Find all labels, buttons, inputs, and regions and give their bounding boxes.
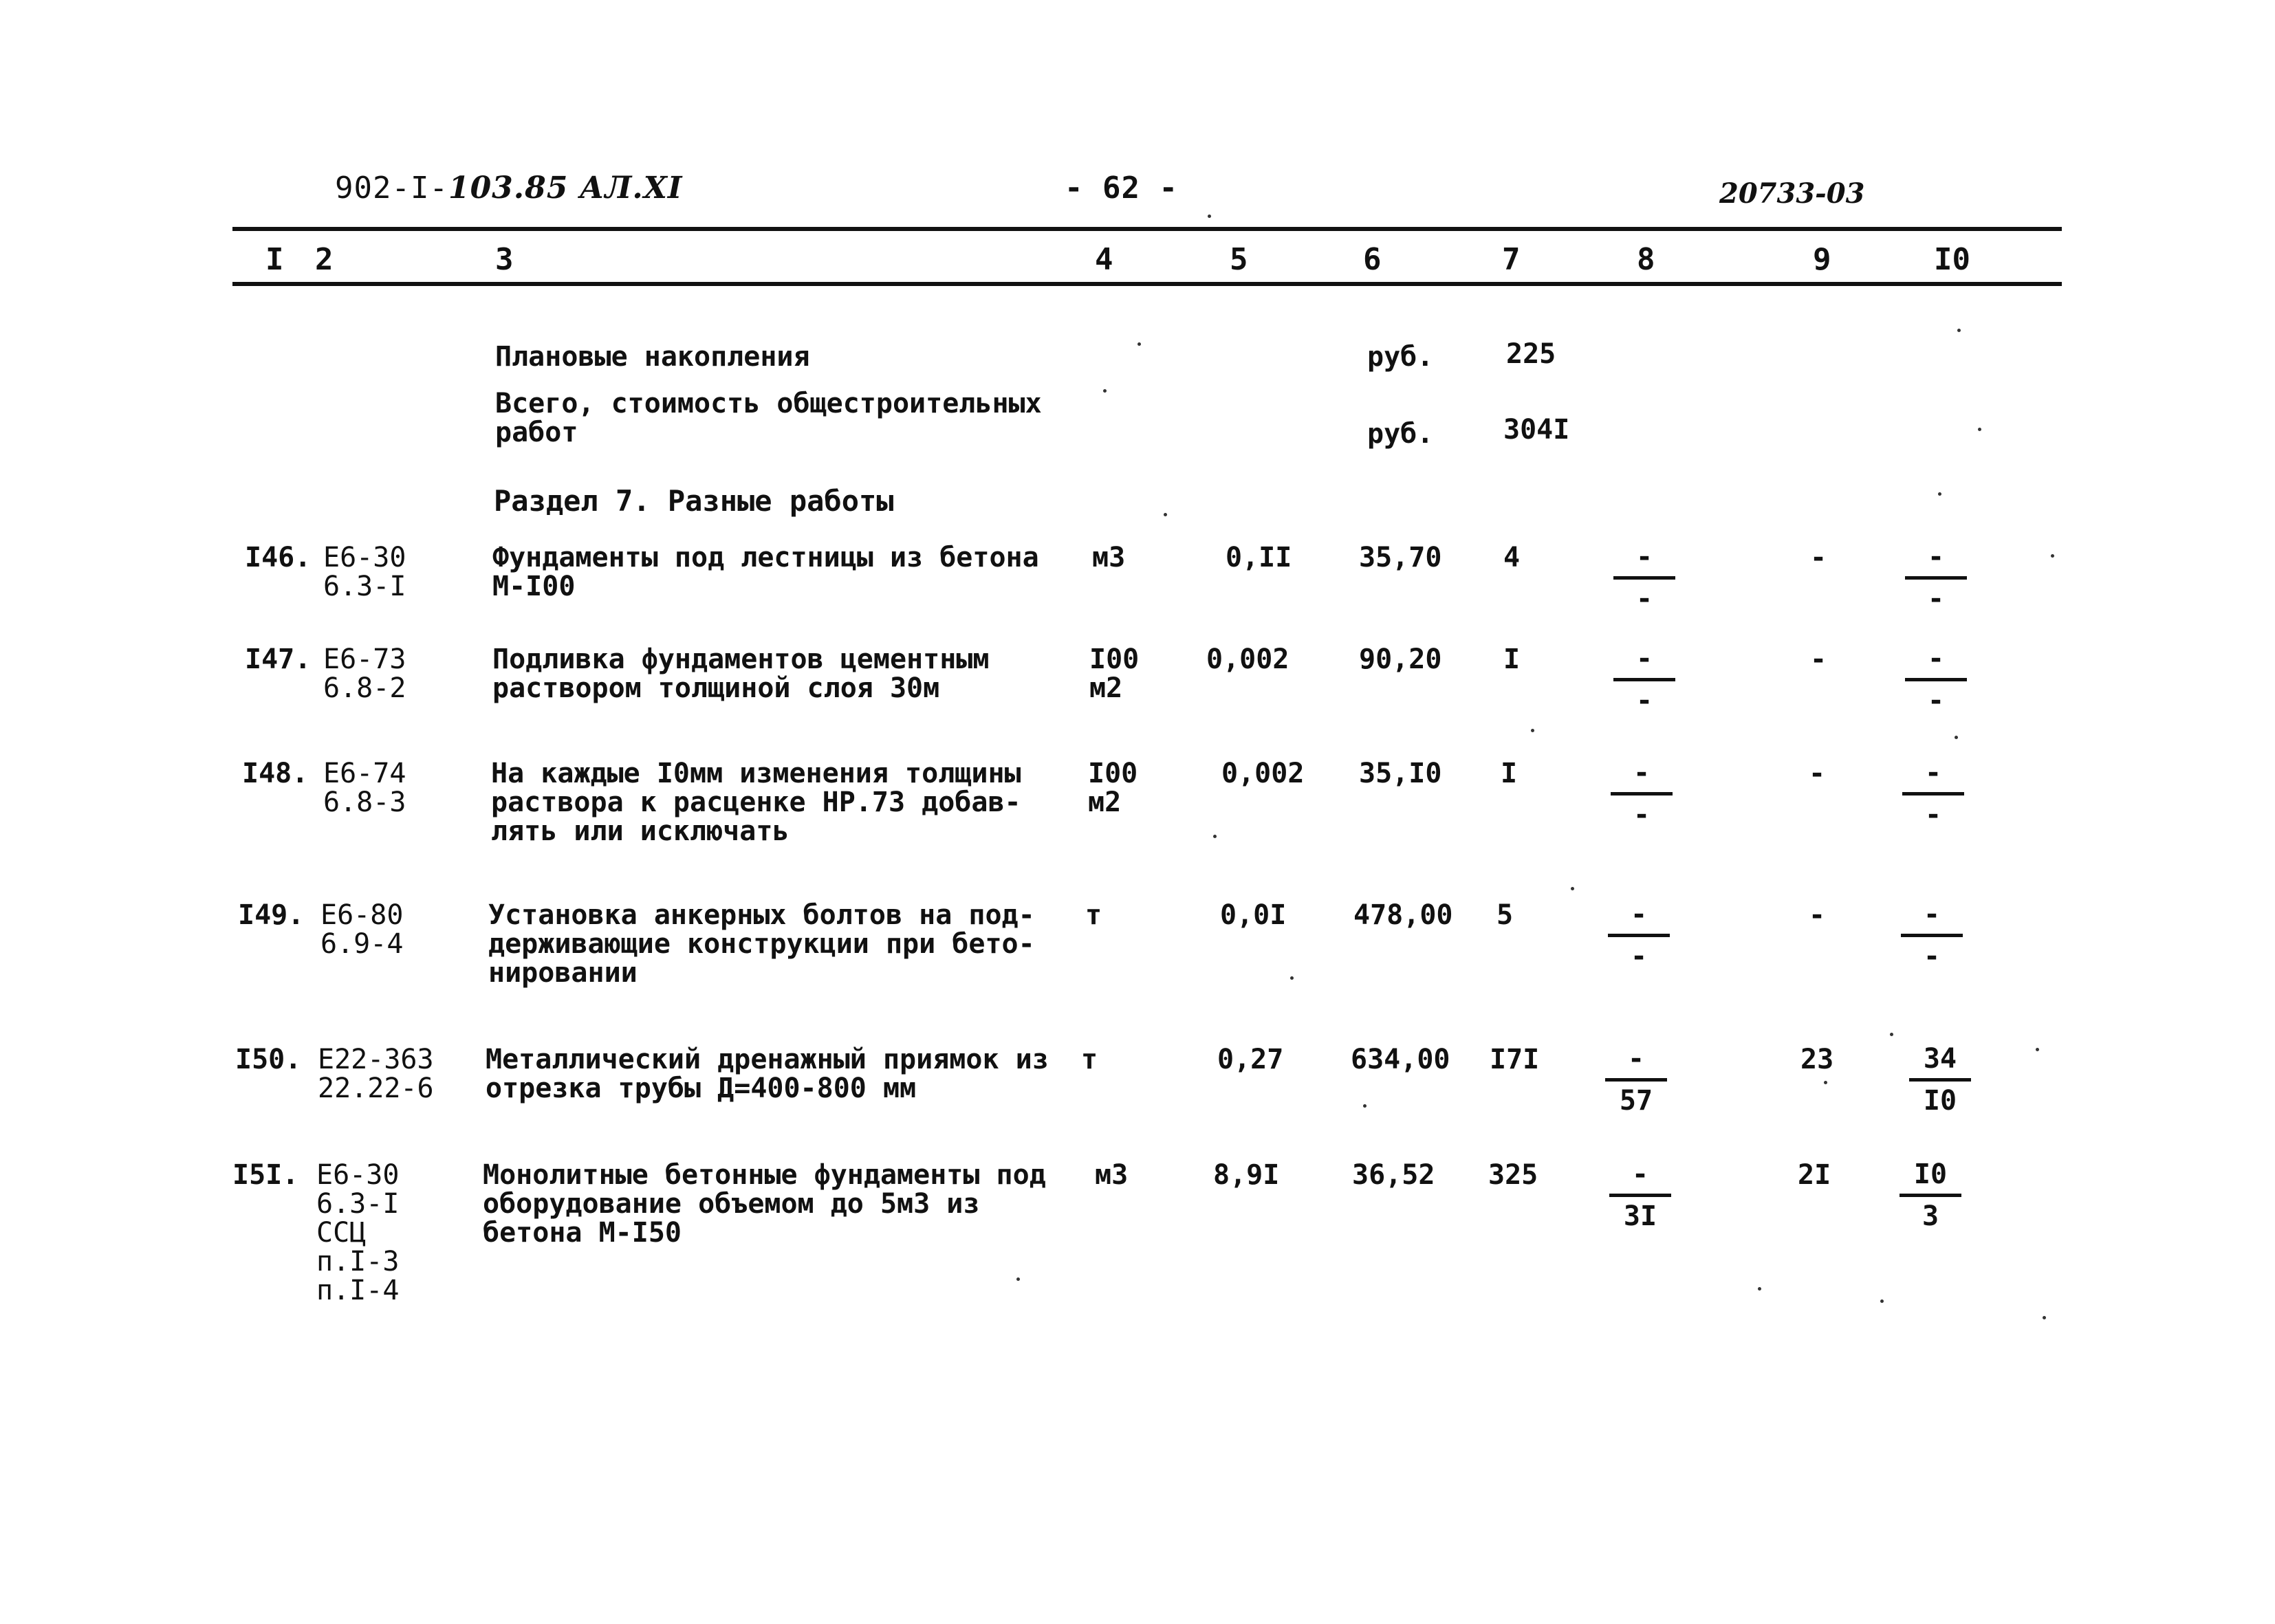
row-price: 478,00 <box>1353 899 1453 931</box>
row-col8-fraction <box>1613 543 1675 613</box>
col-header-2: 2 <box>315 242 334 277</box>
row-price: 634,00 <box>1351 1044 1450 1075</box>
row-unit: м2 <box>1088 787 1122 818</box>
row-col10-fraction <box>1901 901 1963 970</box>
row-cost: 4 <box>1503 542 1521 573</box>
fraction-top: - <box>1635 643 1653 674</box>
row-col9: 23 <box>1800 1044 1834 1075</box>
fraction-bottom: - <box>1635 583 1653 615</box>
scan-speck <box>1138 342 1141 346</box>
col-header-5: 5 <box>1230 242 1248 277</box>
row-code: Е6-74 <box>323 758 406 789</box>
fraction-bottom: - <box>1927 583 1945 615</box>
row-cost: 325 <box>1488 1159 1538 1191</box>
row-cost: I <box>1503 644 1521 675</box>
reference-number: 20733-03 <box>1719 177 1865 210</box>
fraction-top: - <box>1923 899 1941 930</box>
planned-savings-unit: руб. <box>1367 341 1434 373</box>
scan-speck <box>1758 1287 1761 1291</box>
fraction-bottom: I0 <box>1923 1085 1957 1117</box>
row-description: раствором толщиной слоя 30м <box>492 672 940 704</box>
row-code: 6.8-3 <box>323 787 406 818</box>
header-bottom-rule <box>232 282 2062 286</box>
row-description: Фундаменты под лестницы из бетона <box>492 542 1039 573</box>
row-price: 35,70 <box>1359 542 1442 573</box>
row-unit: м3 <box>1095 1159 1129 1191</box>
fraction-bottom: - <box>1630 941 1648 972</box>
total-cost-unit: руб. <box>1367 418 1434 450</box>
fraction-bar <box>1909 1078 1971 1082</box>
row-quantity: 0,27 <box>1217 1044 1284 1075</box>
fraction-bottom: - <box>1923 941 1941 972</box>
scan-speck <box>1824 1081 1827 1084</box>
scan-speck <box>1571 887 1574 890</box>
row-number: I48. <box>242 758 309 789</box>
row-col10-fraction <box>1902 759 1964 829</box>
top-rule <box>232 227 2062 231</box>
row-quantity: 8,9I <box>1213 1159 1280 1191</box>
fraction-top: 34 <box>1923 1043 1957 1075</box>
scan-speck <box>1978 428 1981 431</box>
row-description: отрезка трубы Д=400-800 мм <box>486 1073 917 1104</box>
row-col10-fraction <box>1905 645 1967 714</box>
row-code: 22.22-6 <box>318 1073 434 1104</box>
row-col10-fraction <box>1900 1161 1961 1230</box>
row-code: 6.3-I <box>323 571 406 602</box>
row-description: На каждые I0мм изменения толщины <box>491 758 1021 789</box>
row-description: бетона М-I50 <box>483 1217 682 1249</box>
scan-speck <box>2043 1316 2046 1319</box>
row-quantity: 0,002 <box>1206 644 1289 675</box>
row-code: Е22-363 <box>318 1044 434 1075</box>
row-col8-fraction <box>1613 645 1675 714</box>
row-number: I5I. <box>232 1159 299 1191</box>
fraction-bottom: - <box>1635 685 1653 716</box>
scan-speck <box>2036 1048 2039 1051</box>
section-title: Раздел 7. Разные работы <box>494 484 894 518</box>
row-code: п.I-4 <box>316 1275 400 1306</box>
row-description: лять или исключать <box>491 815 790 847</box>
total-cost-label-line1: Всего, стоимость общестроительных <box>495 388 1042 419</box>
scan-speck <box>1208 215 1211 218</box>
row-code: п.I-3 <box>316 1246 400 1277</box>
scan-speck <box>1016 1277 1020 1281</box>
doc-code-printed: 902-I- <box>335 171 448 206</box>
row-code: 6.9-4 <box>320 928 404 960</box>
row-col10-fraction <box>1909 1045 1971 1115</box>
total-cost-label-line2: работ <box>495 417 578 448</box>
fraction-top: - <box>1633 757 1651 789</box>
row-price: 90,20 <box>1359 644 1442 675</box>
row-number: I46. <box>245 542 312 573</box>
row-cost: I7I <box>1490 1044 1540 1075</box>
fraction-bar <box>1613 576 1675 580</box>
row-description: нировании <box>488 957 638 989</box>
row-code: Е6-73 <box>323 644 406 675</box>
total-cost-value: 304I <box>1503 414 1570 446</box>
fraction-bar <box>1905 576 1967 580</box>
scan-speck <box>1363 1104 1367 1108</box>
row-description: М-I00 <box>492 571 576 602</box>
fraction-top: - <box>1630 899 1648 930</box>
row-unit: м2 <box>1089 672 1123 704</box>
fraction-top: - <box>1631 1159 1649 1190</box>
row-code: ССЦ <box>316 1217 367 1249</box>
fraction-top: - <box>1927 643 1945 674</box>
scan-speck <box>1957 329 1961 332</box>
col-header-10: I0 <box>1934 242 1970 277</box>
fraction-bottom: - <box>1924 799 1942 831</box>
scan-speck <box>1164 513 1167 516</box>
fraction-bar <box>1900 1194 1961 1197</box>
fraction-bar <box>1902 792 1964 795</box>
row-description: Подливка фундаментов цементным <box>492 644 990 675</box>
scan-speck <box>1880 1299 1884 1303</box>
row-unit: м3 <box>1092 542 1126 573</box>
doc-code-handwritten: 103.85 АЛ.XI <box>448 171 683 206</box>
fraction-bottom: 3 <box>1922 1200 1939 1232</box>
fraction-bottom: 3I <box>1623 1200 1657 1232</box>
row-description: Металлический дренажный приямок из <box>486 1044 1049 1075</box>
scan-speck <box>1890 1033 1893 1036</box>
fraction-bar <box>1905 678 1967 681</box>
col-header-6: 6 <box>1363 242 1382 277</box>
row-unit: т <box>1081 1044 1098 1075</box>
row-unit: I00 <box>1089 644 1140 675</box>
scan-speck <box>1531 729 1534 732</box>
col-header-8: 8 <box>1637 242 1655 277</box>
col-header-4: 4 <box>1095 242 1113 277</box>
row-description: раствора к расценке НР.73 добав- <box>491 787 1021 818</box>
fraction-bar <box>1609 1194 1671 1197</box>
row-unit: т <box>1085 899 1102 931</box>
scan-speck <box>1290 976 1294 980</box>
row-quantity: 0,0I <box>1220 899 1287 931</box>
row-col8-fraction <box>1609 1161 1671 1230</box>
row-number: I50. <box>235 1044 302 1075</box>
planned-savings-label: Плановые накопления <box>495 341 810 373</box>
planned-savings-value: 225 <box>1506 338 1556 370</box>
row-col8-fraction <box>1608 901 1670 970</box>
row-col9: 2I <box>1798 1159 1831 1191</box>
row-description: Монолитные бетонные фундаменты под <box>483 1159 1046 1191</box>
row-unit: I00 <box>1088 758 1138 789</box>
fraction-top: I0 <box>1913 1159 1948 1190</box>
row-description: держивающие конструкции при бето- <box>488 928 1035 960</box>
row-col8-fraction <box>1605 1045 1667 1115</box>
row-quantity: 0,002 <box>1221 758 1305 789</box>
row-description: оборудование объемом до 5м3 из <box>483 1188 980 1220</box>
fraction-top: - <box>1635 541 1653 573</box>
col-header-3: 3 <box>495 242 514 277</box>
row-col9: - <box>1809 899 1826 931</box>
fraction-bottom: - <box>1927 685 1945 716</box>
row-code: Е6-30 <box>323 542 406 573</box>
col-header-1: I <box>265 242 284 277</box>
row-number: I49. <box>238 899 305 931</box>
scan-speck <box>1955 736 1958 739</box>
row-code: 6.3-I <box>316 1188 400 1220</box>
row-col8-fraction <box>1611 759 1673 829</box>
scan-speck <box>2051 554 2054 558</box>
scan-speck <box>1103 389 1107 393</box>
fraction-top: - <box>1927 541 1945 573</box>
row-cost: 5 <box>1496 899 1514 931</box>
fraction-bottom: 57 <box>1619 1085 1653 1117</box>
col-header-7: 7 <box>1502 242 1521 277</box>
fraction-bar <box>1613 678 1675 681</box>
row-price: 35,I0 <box>1359 758 1442 789</box>
fraction-bar <box>1901 934 1963 937</box>
scan-speck <box>1938 492 1941 496</box>
row-price: 36,52 <box>1352 1159 1435 1191</box>
row-code: Е6-30 <box>316 1159 400 1191</box>
row-col9: - <box>1810 542 1827 573</box>
scan-speck <box>1213 835 1217 838</box>
row-code: Е6-80 <box>320 899 404 931</box>
row-col10-fraction <box>1905 543 1967 613</box>
fraction-bar <box>1611 792 1673 795</box>
col-header-9: 9 <box>1813 242 1831 277</box>
page-number: - 62 - <box>1065 171 1178 206</box>
fraction-bar <box>1608 934 1670 937</box>
fraction-top: - <box>1924 757 1942 789</box>
row-quantity: 0,II <box>1226 542 1292 573</box>
fraction-top: - <box>1627 1043 1645 1075</box>
row-description: Установка анкерных болтов на под- <box>488 899 1035 931</box>
row-col9: - <box>1810 644 1827 675</box>
doc-code <box>335 171 682 206</box>
row-cost: I <box>1501 758 1518 789</box>
row-code: 6.8-2 <box>323 672 406 704</box>
fraction-bar <box>1605 1078 1667 1082</box>
fraction-bottom: - <box>1633 799 1651 831</box>
row-number: I47. <box>245 644 312 675</box>
row-col9: - <box>1809 758 1826 789</box>
